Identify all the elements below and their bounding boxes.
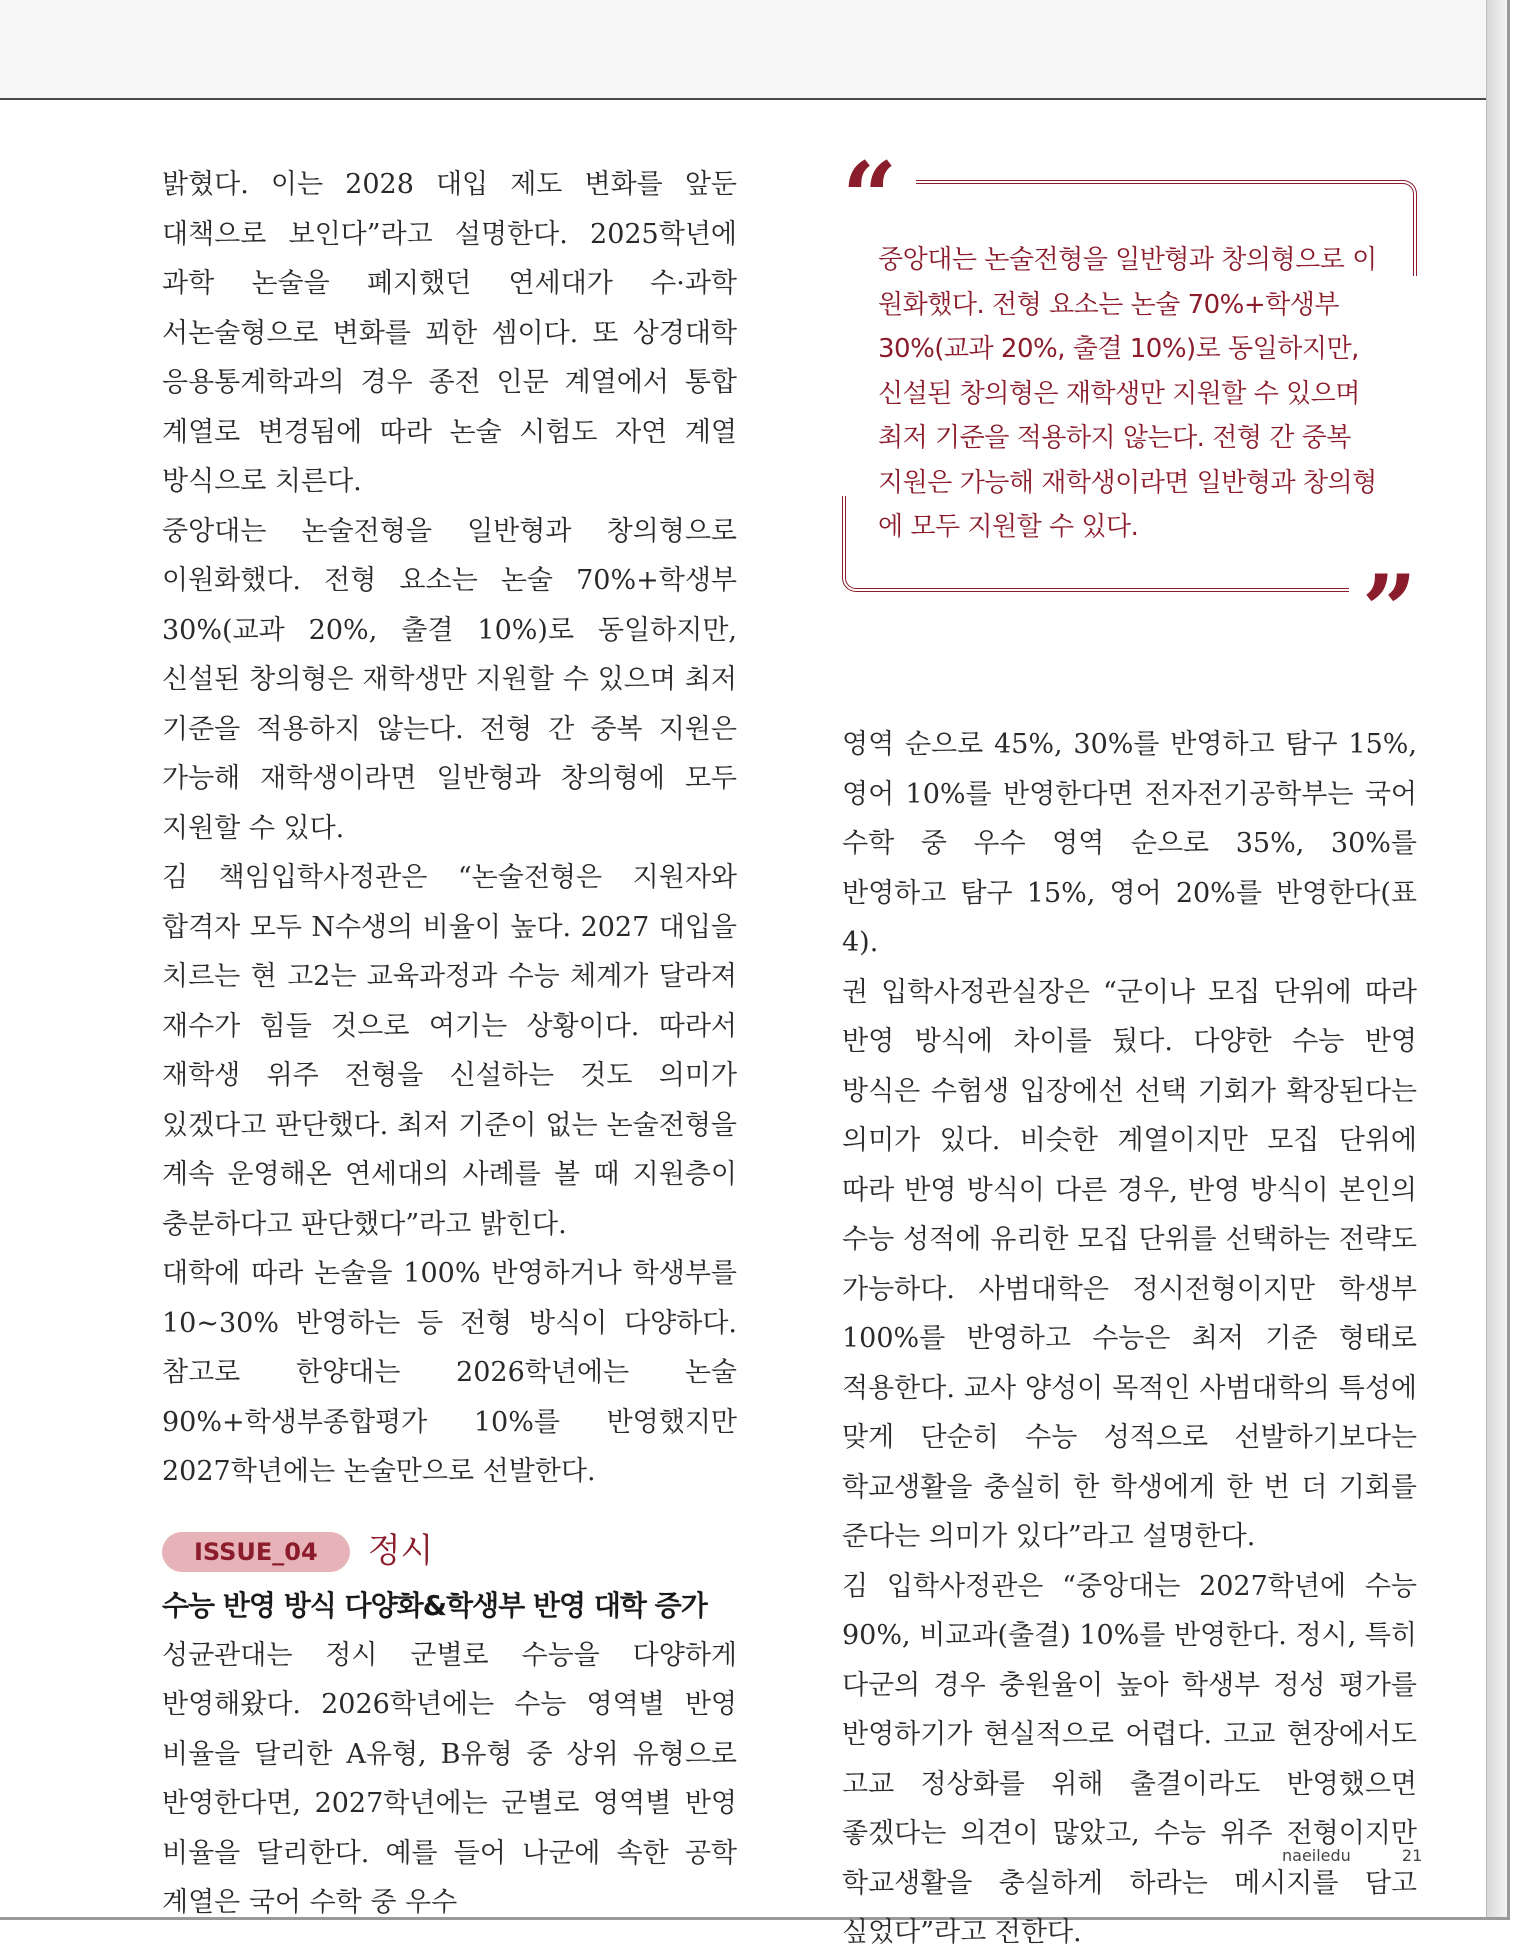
body-paragraph: 중앙대는 논술전형을 일반형과 창의형으로 이원화했다. 전형 요소는 논술 70%+학생부 30%(교과 20%, 출결 10%)로 동일하지만, 신설된 창의형은 재학생만 지원할 수 있으며 최저 기준을 적용하지 않는다. 전형 간 중복 지원은 가능해 재학생이라면 일반형과 창의형에 모두 지원할 수 있다. — [162, 515, 737, 844]
issue-header — [162, 1523, 737, 1581]
body-paragraph: 대학에 따라 논술을 100% 반영하거나 학생부를 10~30% 반영하는 등 전형 방식이 다양하다. 참고로 한양대는 2026학년에는 논술 90%+학생부종합평가 10%를 반영했지만 2027학년에는 논술만으로 선발한다. — [162, 1258, 737, 1487]
section-heading: 수능 반영 방식 다양화&학생부 반영 대학 증가 — [162, 1588, 707, 1622]
body-paragraph: 밝혔다. 이는 2028 대입 제도 변화를 앞둔 대책으로 보인다”라고 설명한다. 2025학년에 과학 논술을 폐지했던 연세대가 수·과학 서논술형으로 변화를 꾀한 셈이다. 또 상경대학 응용통계학과의 경우 종전 인문 계열에서 통합 계열로 변경됨에 따라 논술 시험도 자연 계열 방식으로 치른다. — [162, 169, 737, 497]
pull-quote — [842, 141, 1417, 667]
right-column — [842, 720, 1417, 1958]
close-quote-icon: ” — [1361, 554, 1417, 667]
issue-tag: ISSUE_04 — [162, 1532, 350, 1572]
page-footer — [1282, 1846, 1422, 1865]
top-band — [0, 0, 1505, 100]
pull-quote-text: 중앙대는 논술전형을 일반형과 창의형으로 이원화했다. 전형 요소는 논술 70%+학생부 30%(교과 20%, 출결 10%)로 동일하지만, 신설된 창의형은 재학생만 지원할 수 있으며 최저 기준을 적용하지 않는다. 전형 간 중복 지원은 가능해 재학생이라면 일반형과 창의형에 모두 지원할 수 있다. — [878, 245, 1377, 542]
publication-name: naeiledu — [1282, 1846, 1351, 1865]
body-paragraph: 영역 순으로 45%, 30%를 반영하고 탐구 15%, 영어 10%를 반영한다면 전자전기공학부는 국어 수학 중 우수 영역 순으로 35%, 30%를 반영하고 탐구 15%, 영어 20%를 반영한다(표 4). — [842, 729, 1417, 958]
left-column — [162, 160, 737, 1928]
page-fold-edge — [1486, 0, 1507, 1917]
open-quote-icon: “ — [842, 141, 898, 254]
body-paragraph: 권 입학사정관실장은 “군이나 모집 단위에 따라 반영 방식에 차이를 뒀다. 다양한 수능 반영 방식은 수험생 입장에선 선택 기회가 확장된다는 의미가 있다. 비슷한 계열이지만 모집 단위에 따라 반영 방식이 다른 경우, 반영 방식이 본인의 수능 성적에 유리한 모집 단위를 선택하는 전략도 가능하다. 사범대학은 정시전형이지만 학생부 100%를 반영하고 수능은 최저 기준 형태로 적용한다. 교사 양성이 목적인 사범대학의 특성에 맞게 단순히 수능 성적으로 선발하기보다는 학교생활을 충실히 한 학생에게 한 번 더 기회를 준다는 의미가 있다”라고 설명한다. — [842, 976, 1417, 1552]
page-number: 21 — [1401, 1846, 1423, 1865]
body-paragraph: 김 책임입학사정관은 “논술전형은 지원자와 합격자 모두 N수생의 비율이 높다. 2027 대입을 치르는 현 고2는 교육과정과 수능 체계가 달라져 재수가 힘들 것으로 여기는 상황이다. 따라서 재학생 위주 전형을 신설하는 것도 의미가 있겠다고 판단했다. 최저 기준이 없는 논술전형을 계속 운영해온 연세대의 사례를 볼 때 지원층이 충분하다고 판단했다”라고 밝힌다. — [162, 862, 737, 1240]
body-paragraph: 김 입학사정관은 “중앙대는 2027학년에 수능 90%, 비교과(출결) 10%를 반영한다. 정시, 특히 다군의 경우 충원율이 높아 학생부 정성 평가를 반영하기가 현실적으로 어렵다. 고교 현장에서도 고교 정상화를 위해 출결이라도 반영했으면 좋겠다는 의견이 많았고, 수능 위주 전형이지만 학교생활을 충실하게 하라는 메시지를 담고 싶었다”라고 전한다. — [842, 1570, 1417, 1948]
body-paragraph: 성균관대는 정시 군별로 수능을 다양하게 반영해왔다. 2026학년에는 수능 영역별 반영 비율을 달리한 A유형, B유형 중 상위 유형으로 반영한다면, 2027학년에는 군별로 영역별 반영 비율을 달리한다. 예를 들어 나군에 속한 공학 계열은 국어 수학 중 우수 — [162, 1639, 737, 1918]
issue-title: 정시 — [367, 1530, 434, 1571]
